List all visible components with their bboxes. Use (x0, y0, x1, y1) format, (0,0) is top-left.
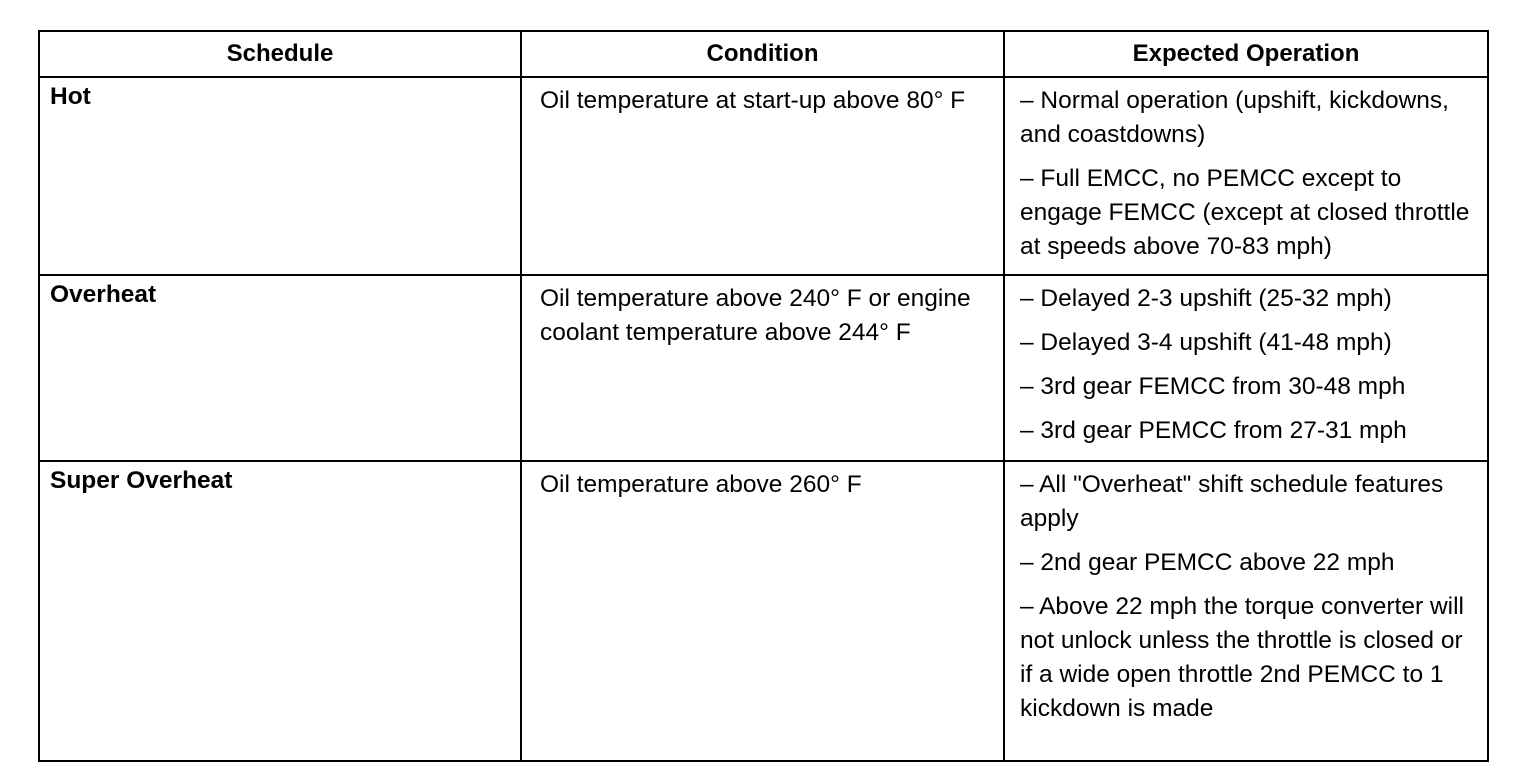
schedule-cell: Hot (39, 77, 521, 275)
operation-item: – Above 22 mph the torque converter will not unlock unless the throttle is closed or if a wide open throttle 2nd PEMCC to 1 kickdown is made (1020, 593, 1464, 722)
operation-item: – 3rd gear FEMCC from 30-48 mph (1020, 373, 1406, 400)
header-condition: Condition (521, 31, 1004, 77)
table-row (39, 77, 1488, 275)
header-schedule: Schedule (39, 31, 521, 77)
operation-item: – Delayed 2-3 upshift (25-32 mph) (1020, 285, 1392, 312)
operations-cell (1004, 77, 1488, 275)
operation-item: – 3rd gear PEMCC from 27-31 mph (1020, 417, 1407, 444)
operation-item: – 2nd gear PEMCC above 22 mph (1020, 549, 1395, 576)
schedule-cell: Super Overheat (39, 461, 521, 761)
operation-item: – Delayed 3-4 upshift (41-48 mph) (1020, 329, 1392, 356)
schedule-table (38, 30, 1489, 762)
operation-item: – All "Overheat" shift schedule features apply (1020, 471, 1444, 532)
condition-cell: Oil temperature at start-up above 80° F (521, 77, 1004, 275)
operation-item: – Normal operation (upshift, kickdowns, and coastdowns) (1020, 87, 1449, 148)
condition-cell: Oil temperature above 260° F (521, 461, 1004, 761)
table-row (39, 461, 1488, 761)
schedule-cell: Overheat (39, 275, 521, 461)
table-row (39, 275, 1488, 461)
header-expected-operation: Expected Operation (1004, 31, 1488, 77)
operation-item: – Full EMCC, no PEMCC except to engage FEMCC (except at closed throttle at speeds above 70-83 mph) (1020, 165, 1470, 260)
header-row (39, 31, 1488, 77)
operations-cell (1004, 461, 1488, 761)
condition-cell: Oil temperature above 240° F or engine coolant temperature above 244° F (521, 275, 1004, 461)
operations-cell (1004, 275, 1488, 461)
